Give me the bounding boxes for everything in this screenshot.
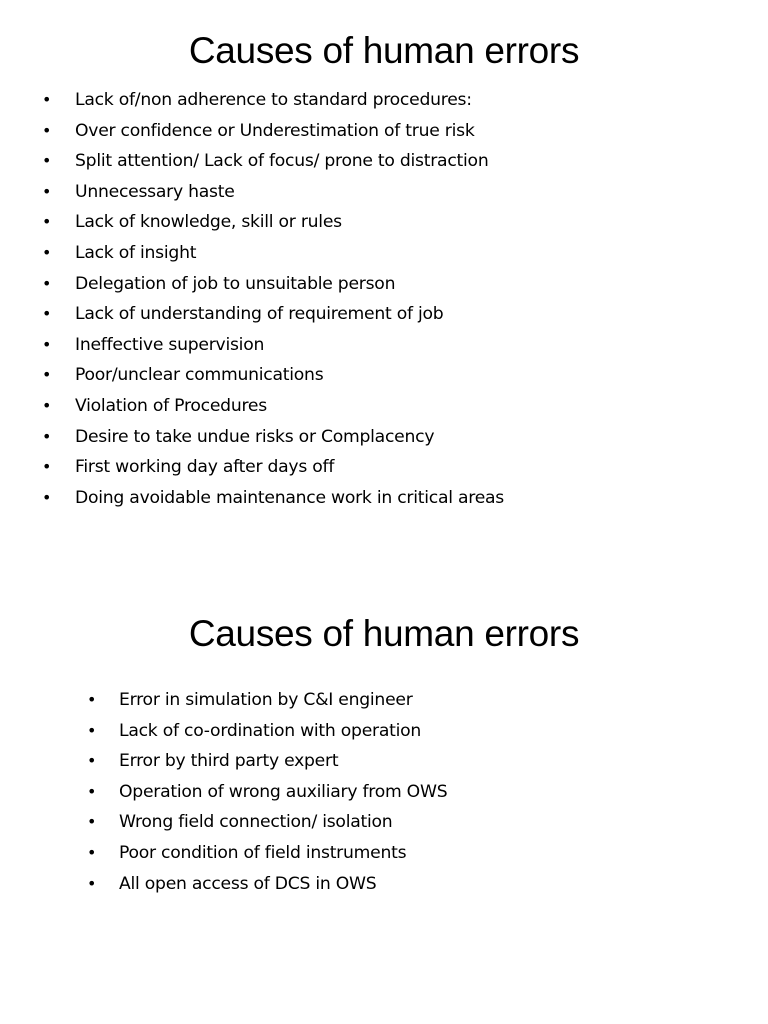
list-item bbox=[87, 718, 447, 749]
list-item bbox=[42, 362, 504, 393]
bullet-icon: • bbox=[87, 781, 97, 801]
list-item bbox=[42, 485, 504, 516]
bullet-icon: • bbox=[87, 842, 97, 862]
list-item-text: Over confidence or Underestimation of true risk bbox=[75, 120, 475, 141]
list-item-text: Unnecessary haste bbox=[75, 181, 235, 202]
list-item bbox=[42, 209, 504, 240]
bullet-icon: • bbox=[42, 426, 52, 446]
bullet-icon: • bbox=[42, 457, 52, 477]
list-item bbox=[42, 454, 504, 485]
bullet-icon: • bbox=[42, 242, 52, 262]
list-item bbox=[42, 87, 504, 118]
list-item-text: Delegation of job to unsuitable person bbox=[75, 273, 396, 294]
list-item-text: Lack of insight bbox=[75, 242, 197, 263]
bullet-icon: • bbox=[87, 812, 97, 832]
slide-1-title: Causes of human errors bbox=[188, 30, 580, 71]
bullet-icon: • bbox=[42, 151, 52, 171]
list-item-text: Split attention/ Lack of focus/ prone to distraction bbox=[75, 151, 489, 172]
list-item-text: First working day after days off bbox=[75, 457, 335, 478]
bullet-icon: • bbox=[42, 212, 52, 232]
slide-1-bullet-list bbox=[42, 87, 504, 515]
bullet-icon: • bbox=[87, 720, 97, 740]
bullet-icon: • bbox=[87, 751, 97, 771]
bullet-icon: • bbox=[87, 690, 97, 709]
list-item bbox=[42, 240, 504, 271]
list-item bbox=[42, 332, 504, 363]
list-item bbox=[42, 179, 504, 210]
list-item bbox=[42, 393, 504, 424]
bullet-icon: • bbox=[42, 273, 52, 293]
list-item bbox=[87, 779, 447, 810]
list-item-text: All open access of DCS in OWS bbox=[119, 873, 377, 894]
slide-2-bullet-list bbox=[87, 687, 447, 901]
list-item-text: Operation of wrong auxiliary from OWS bbox=[119, 781, 448, 802]
list-item bbox=[42, 424, 504, 455]
list-item-text: Lack of knowledge, skill or rules bbox=[75, 212, 342, 233]
bullet-icon: • bbox=[42, 90, 52, 109]
bullet-icon: • bbox=[42, 334, 52, 354]
list-item-text: Poor condition of field instruments bbox=[119, 842, 407, 863]
list-item bbox=[42, 301, 504, 332]
list-item bbox=[87, 748, 447, 779]
list-item-text: Lack of understanding of requirement of job bbox=[75, 304, 444, 325]
slide-2-title: Causes of human errors bbox=[188, 613, 580, 654]
list-item bbox=[87, 840, 447, 871]
list-item bbox=[87, 809, 447, 840]
list-item-text: Violation of Procedures bbox=[75, 395, 267, 416]
slide-2 bbox=[0, 580, 768, 940]
list-item-text: Doing avoidable maintenance work in critical areas bbox=[75, 487, 505, 508]
bullet-icon: • bbox=[42, 395, 52, 415]
list-item-text: Ineffective supervision bbox=[75, 334, 265, 355]
list-item-text: Lack of/non adherence to standard procedures: bbox=[75, 90, 472, 110]
list-item bbox=[87, 687, 447, 718]
list-item-text: Desire to take undue risks or Complacency bbox=[75, 426, 435, 447]
list-item-text: Error by third party expert bbox=[119, 751, 339, 772]
list-item bbox=[42, 118, 504, 149]
bullet-icon: • bbox=[42, 304, 52, 324]
list-item bbox=[42, 148, 504, 179]
list-item bbox=[87, 871, 447, 902]
list-item bbox=[42, 271, 504, 302]
bullet-icon: • bbox=[42, 487, 52, 507]
list-item-text: Lack of co-ordination with operation bbox=[119, 720, 422, 741]
bullet-icon: • bbox=[42, 365, 52, 385]
list-item-text: Wrong field connection/ isolation bbox=[119, 812, 393, 833]
bullet-icon: • bbox=[87, 873, 97, 893]
list-item-text: Poor/unclear communications bbox=[75, 365, 324, 386]
bullet-icon: • bbox=[42, 120, 52, 140]
bullet-icon: • bbox=[42, 181, 52, 201]
list-item-text: Error in simulation by C&I engineer bbox=[119, 690, 413, 710]
